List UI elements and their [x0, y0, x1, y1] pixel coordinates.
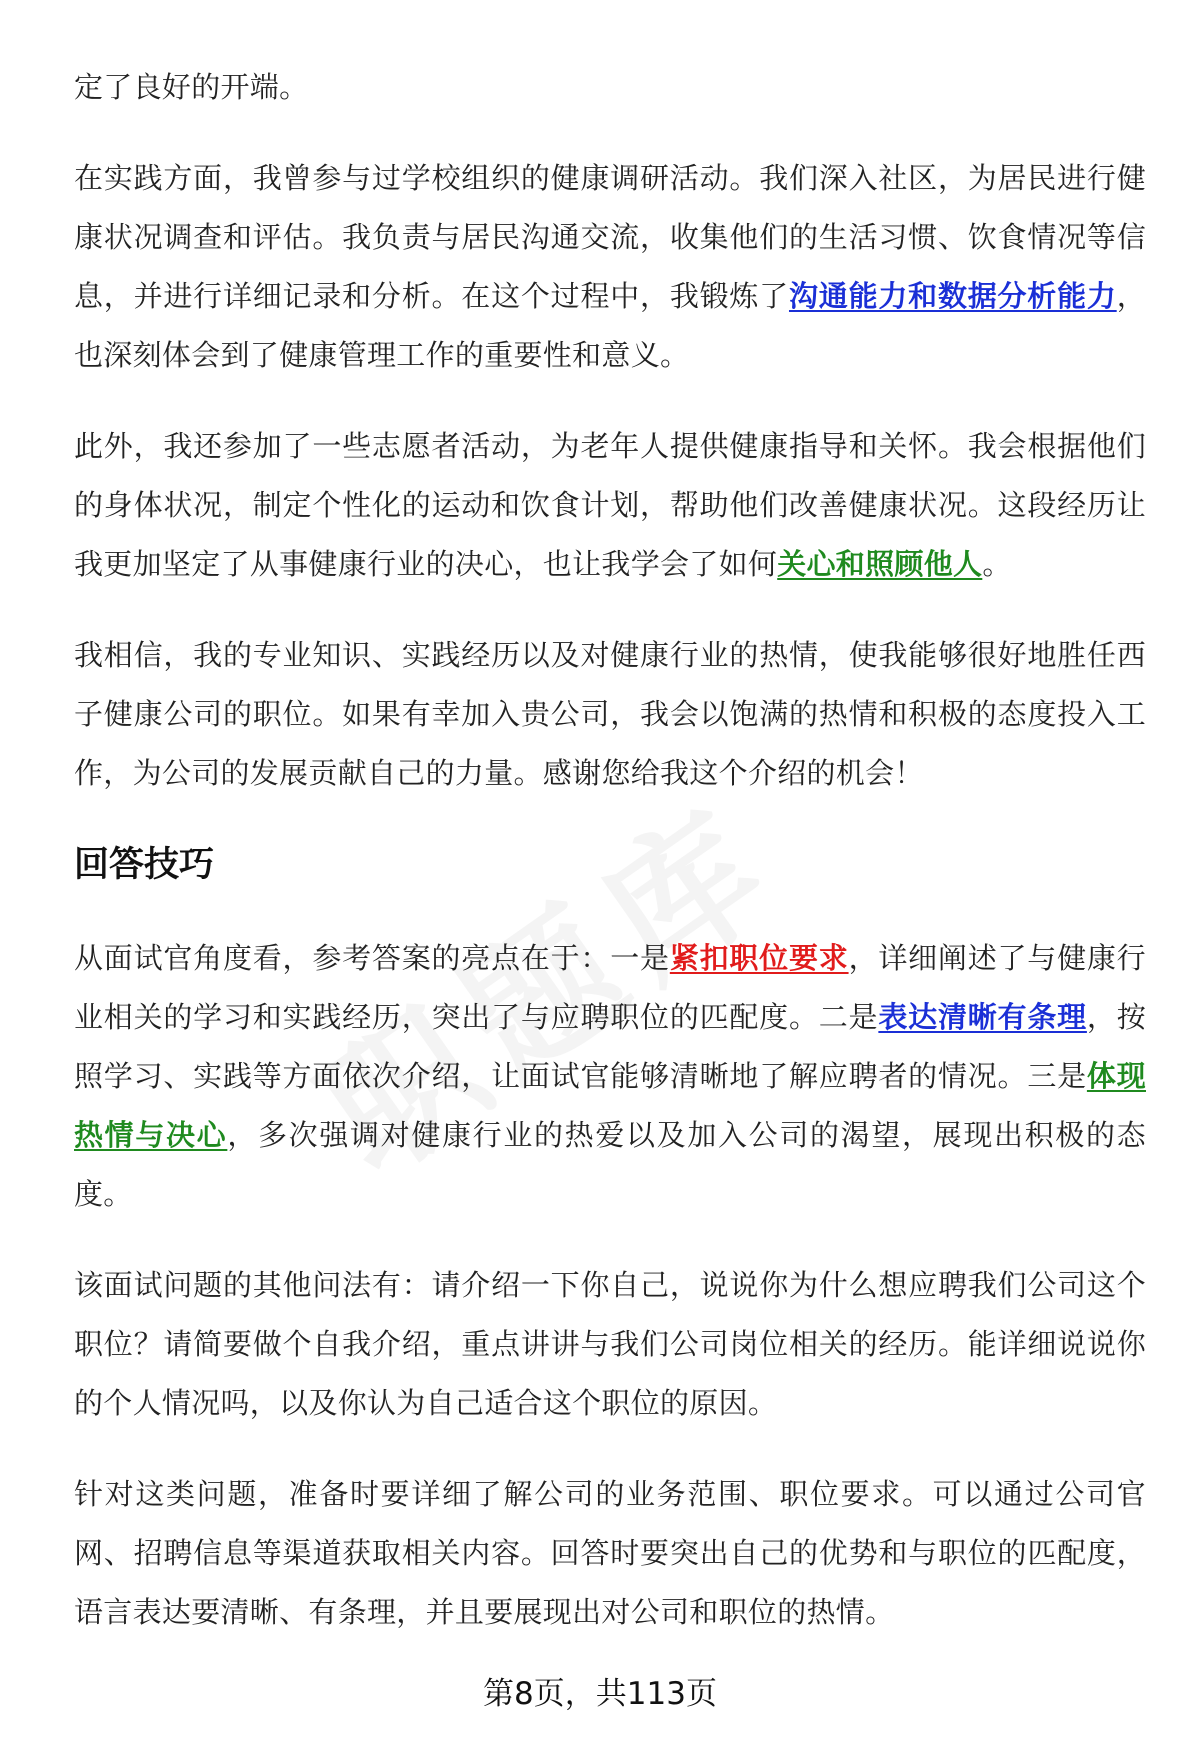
answer-paragraph: [74, 149, 1146, 385]
paragraph-text: 针对这类问题，准备时要详细了解公司的业务范围、职位要求。可以通过公司官网、招聘信息等渠道获取相关内容。回答时要突出自己的优势和与职位的匹配度，语言表达要清晰、有条理，并且要展现出对公司和职位的热情。: [74, 1477, 1146, 1629]
paragraph-text: ，按照学习、实践等方面依次介绍，让面试官能够清晰地了解应聘者的情况。三是: [74, 1000, 1146, 1093]
tips-body: [74, 929, 1146, 1642]
answer-body: [74, 58, 1146, 803]
paragraph-text: ，详细阐述了与健康行业相关的学习和实践经历，突出了与应聘职位的匹配度。二是: [74, 941, 1146, 1034]
paragraph-text: ，也深刻体会到了健康管理工作的重要性和意义。: [74, 279, 1146, 372]
section-heading: 回答技巧: [74, 845, 215, 885]
highlighted-keyphrase: 表达清晰有条理: [878, 1000, 1087, 1034]
answer-paragraph: [74, 626, 1146, 803]
tips-paragraph: [74, 1465, 1146, 1642]
paragraph-text: 在实践方面，我曾参与过学校组织的健康调研活动。我们深入社区，为居民进行健康状况调查和评估。我负责与居民沟通交流，收集他们的生活习惯、饮食情况等信息，并进行详细记录和分析。在这个过程中，我锻炼了: [74, 161, 1146, 313]
paragraph-text: 。: [982, 547, 1012, 581]
highlighted-keyphrase: 沟通能力和数据分析能力: [788, 279, 1117, 313]
page-number-footer: 第8页，共113页: [483, 1676, 717, 1712]
highlighted-keyphrase: 体现热情与决心: [74, 1059, 1146, 1152]
paragraph-text: ，多次强调对健康行业的热爱以及加入公司的渴望，展现出积极的态度。: [74, 1118, 1146, 1211]
highlighted-keyphrase: 关心和照顾他人: [777, 547, 983, 581]
answer-paragraph: [74, 58, 1146, 117]
paragraph-text: 定了良好的开端。: [74, 70, 309, 104]
paragraph-text: 从面试官角度看，参考答案的亮点在于：一是: [74, 941, 670, 975]
page-content: [74, 58, 1146, 1674]
highlighted-keyphrase: 紧扣职位要求: [669, 941, 849, 975]
paragraph-text: 此外，我还参加了一些志愿者活动，为老年人提供健康指导和关怀。我会根据他们的身体状况，制定个性化的运动和饮食计划，帮助他们改善健康状况。这段经历让我更加坚定了从事健康行业的决心，也让我学会了如何: [74, 429, 1146, 581]
tips-paragraph: [74, 929, 1146, 1224]
tips-paragraph: [74, 1256, 1146, 1433]
answer-paragraph: [74, 417, 1146, 594]
paragraph-text: 该面试问题的其他问法有：请介绍一下你自己，说说你为什么想应聘我们公司这个职位？请简要做个自我介绍，重点讲讲与我们公司岗位相关的经历。能详细说说你的个人情况吗，以及你认为自己适合这个职位的原因。: [74, 1268, 1146, 1420]
paragraph-text: 我相信，我的专业知识、实践经历以及对健康行业的热情，使我能够很好地胜任西子健康公司的职位。如果有幸加入贵公司，我会以饱满的热情和积极的态度投入工作，为公司的发展贡献自己的力量。感谢您给我这个介绍的机会！: [74, 638, 1146, 790]
